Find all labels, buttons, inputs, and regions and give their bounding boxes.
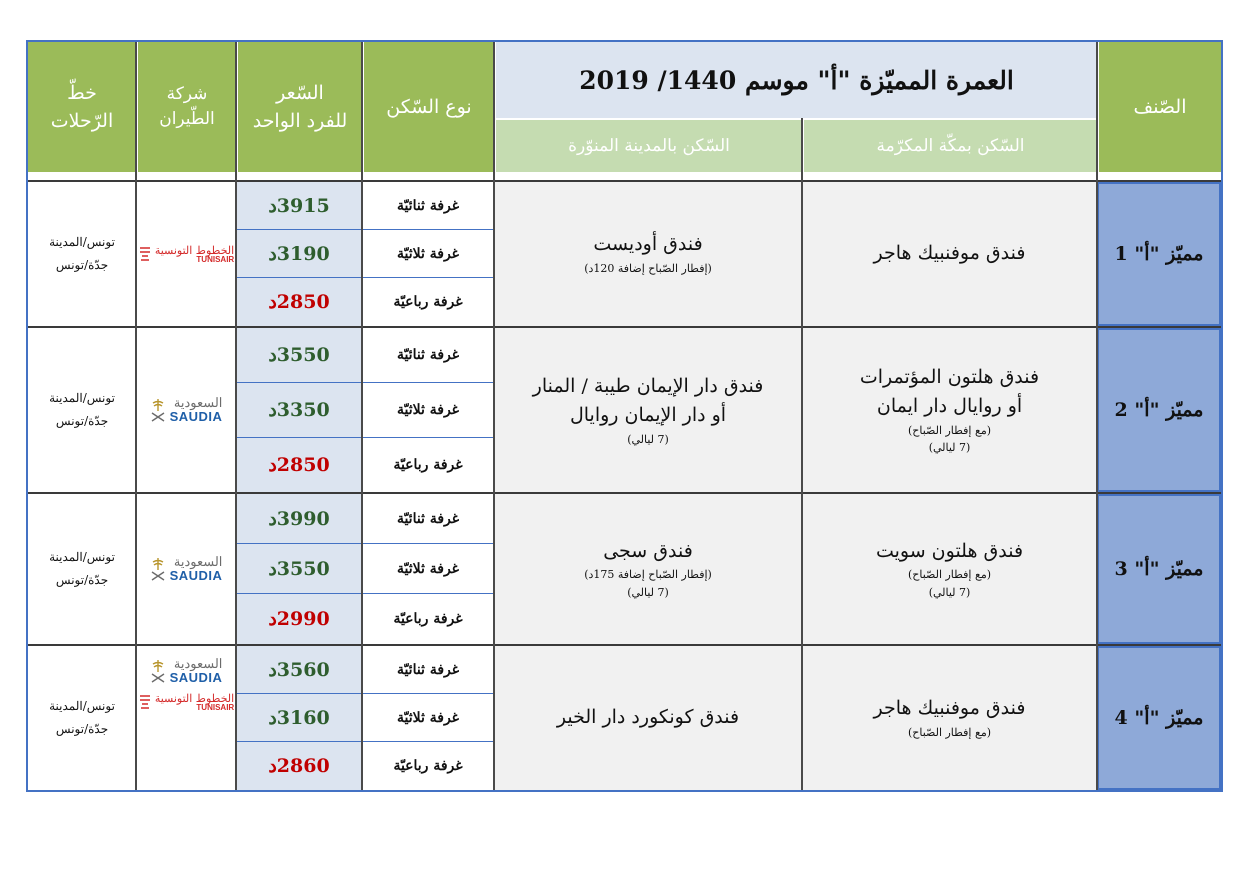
saudia-logo	[150, 658, 223, 684]
room-quad: غرفة رباعيّة	[362, 742, 494, 790]
madina-hotel-note: (إفطار الصّباح إضافة 120د)	[584, 261, 712, 275]
header-airline	[136, 42, 236, 172]
madina-hotel-cell	[494, 494, 802, 644]
header-airline-1: شركة	[166, 83, 208, 104]
saudia-logo-ar: السعودية	[173, 555, 223, 570]
room-quad: غرفة رباعيّة	[362, 438, 494, 492]
header-price-2: للفرد الواحد	[252, 110, 348, 132]
madina-hotel-cell	[494, 328, 802, 492]
page-title	[494, 42, 1097, 118]
price-quad: 2860د	[236, 742, 362, 790]
mecca-hotel-cell	[802, 328, 1097, 492]
room-double: غرفة ثنائيّة	[362, 182, 494, 230]
room-double: غرفة ثنائيّة	[362, 494, 494, 544]
mecca-hotel-name-alt: أو روايال دار ايمان	[876, 395, 1023, 418]
saudia-logo-en: SAUDIA	[169, 409, 223, 424]
airline-cell	[136, 646, 236, 790]
madina-hotel-name: فندق كونكورد دار الخير	[556, 706, 740, 729]
header-mecca-housing	[802, 118, 1097, 172]
class-label: مميّز "أ" 2	[1114, 399, 1204, 421]
airline-cell	[136, 328, 236, 492]
class-label: مميّز "أ" 3	[1114, 558, 1204, 580]
airline-cell	[136, 494, 236, 644]
madina-hotel-cell	[494, 182, 802, 326]
route-cell	[28, 328, 136, 492]
header-airline-2: الطّيران	[159, 109, 215, 129]
tunisair-logo-en: TUNISAIR	[196, 254, 235, 264]
route-cell	[28, 182, 136, 326]
madina-hotel-name-alt: أو دار الإيمان روايال	[569, 404, 727, 427]
saudia-logo-en: SAUDIA	[169, 568, 223, 583]
price-triple: 3190د	[236, 230, 362, 278]
class-cell	[1097, 182, 1221, 326]
tunisair-gazelle-icon	[138, 692, 152, 712]
madina-hotel-note-nights: (7 ليالي)	[627, 585, 669, 599]
header-flight-line-1: خطّ	[67, 81, 97, 104]
route-cell	[28, 494, 136, 644]
price-double: 3990د	[236, 494, 362, 544]
room-triple: غرفة ثلاثيّة	[362, 383, 494, 438]
class-cell	[1097, 494, 1221, 644]
mecca-hotel-note-breakfast: (مع إفطار الصّباح)	[907, 725, 992, 739]
madina-hotel-name: فندق سجى	[603, 539, 693, 562]
mecca-hotel-note-breakfast: (مع إفطار الصّباح)	[907, 568, 992, 582]
tunisair-gazelle-icon	[138, 244, 152, 264]
madina-hotel-note-breakfast: (إفطار الصّباح إضافة 175د)	[584, 568, 712, 582]
price-quad: 2990د	[236, 594, 362, 644]
tunisair-logo-ar: الخطوط التونسية	[154, 243, 235, 257]
page-title-text: العمرة المميّزة "أ" موسم 1440/ 2019	[579, 65, 1014, 95]
madina-hotel-name: فندق دار الإيمان طيبة / المنار	[532, 374, 764, 397]
header-madina-housing-label: السّكن بالمدينة المنوّرة	[568, 136, 730, 156]
mecca-hotel-note-breakfast: (مع إفطار الصّباح)	[907, 423, 992, 437]
route-outbound: تونس/المدينة	[49, 699, 115, 714]
header-class	[1097, 42, 1221, 172]
room-triple: غرفة ثلاثيّة	[362, 694, 494, 742]
price-double: 3550د	[236, 328, 362, 383]
header-room-type	[362, 42, 494, 172]
tunisair-logo	[138, 692, 234, 712]
header-room-type-label: نوع السّكن	[386, 95, 472, 118]
mecca-hotel-note-nights: (7 ليالي)	[928, 585, 971, 599]
price-double: 3560د	[236, 646, 362, 694]
room-quad: غرفة رباعيّة	[362, 594, 494, 644]
mecca-hotel-name: فندق موفنبيك هاجر	[873, 242, 1026, 265]
price-triple: 3160د	[236, 694, 362, 742]
saudia-palm-icon	[150, 556, 166, 582]
mecca-hotel-cell	[802, 182, 1097, 326]
room-triple: غرفة ثلاثيّة	[362, 230, 494, 278]
room-double: غرفة ثنائيّة	[362, 328, 494, 383]
route-return: جدّة/تونس	[55, 414, 109, 428]
header-price-1: السّعر	[276, 81, 324, 104]
class-cell	[1097, 328, 1221, 492]
header-class-label: الصّنف	[1133, 95, 1187, 118]
header-mecca-housing-label: السّكن بمكّة المكرّمة	[876, 136, 1025, 156]
mecca-hotel-name: فندق هلتون المؤتمرات	[859, 365, 1040, 388]
saudia-palm-icon	[150, 658, 166, 684]
route-cell	[28, 646, 136, 790]
route-return: جدّة/تونس	[55, 722, 109, 736]
umrah-price-table	[26, 40, 1223, 792]
mecca-hotel-cell	[802, 494, 1097, 644]
route-return: جدّة/تونس	[55, 258, 109, 272]
room-quad: غرفة رباعيّة	[362, 278, 494, 326]
route-outbound: تونس/المدينة	[49, 391, 115, 406]
tunisair-logo-en: TUNISAIR	[196, 702, 235, 712]
saudia-palm-icon	[150, 397, 166, 423]
class-label: مميّز "أ" 4	[1114, 707, 1204, 729]
tunisair-logo	[138, 244, 234, 264]
mecca-hotel-name: فندق هلتون سويت	[875, 539, 1024, 562]
header-madina-housing	[494, 118, 802, 172]
saudia-logo-en: SAUDIA	[169, 670, 223, 685]
price-triple: 3550د	[236, 544, 362, 594]
mecca-hotel-note-nights: (7 ليالي)	[928, 441, 971, 455]
route-outbound: تونس/المدينة	[49, 235, 115, 250]
header-price	[236, 42, 362, 172]
saudia-logo-ar: السعودية	[173, 396, 223, 411]
mecca-hotel-name: فندق موفنبيك هاجر	[873, 697, 1026, 720]
price-quad: 2850د	[236, 278, 362, 326]
madina-hotel-note: (7 ليالي)	[627, 432, 669, 446]
route-return: جدّة/تونس	[55, 573, 109, 587]
madina-hotel-cell	[494, 646, 802, 790]
saudia-logo	[150, 397, 223, 423]
saudia-logo	[150, 556, 223, 582]
airline-cell	[136, 182, 236, 326]
mecca-hotel-cell	[802, 646, 1097, 790]
tunisair-logo-ar: الخطوط التونسية	[154, 691, 235, 705]
room-double: غرفة ثنائيّة	[362, 646, 494, 694]
route-outbound: تونس/المدينة	[49, 550, 115, 565]
class-label: مميّز "أ" 1	[1114, 243, 1204, 265]
header-flight-line	[28, 42, 136, 172]
header-flight-line-2: الرّحلات	[50, 110, 114, 132]
price-double: 3915د	[236, 182, 362, 230]
class-cell	[1097, 646, 1221, 790]
saudia-logo-ar: السعودية	[173, 657, 223, 672]
room-triple: غرفة ثلاثيّة	[362, 544, 494, 594]
price-quad: 2850د	[236, 438, 362, 492]
price-triple: 3350د	[236, 383, 362, 438]
madina-hotel-name: فندق أوديست	[593, 233, 703, 256]
